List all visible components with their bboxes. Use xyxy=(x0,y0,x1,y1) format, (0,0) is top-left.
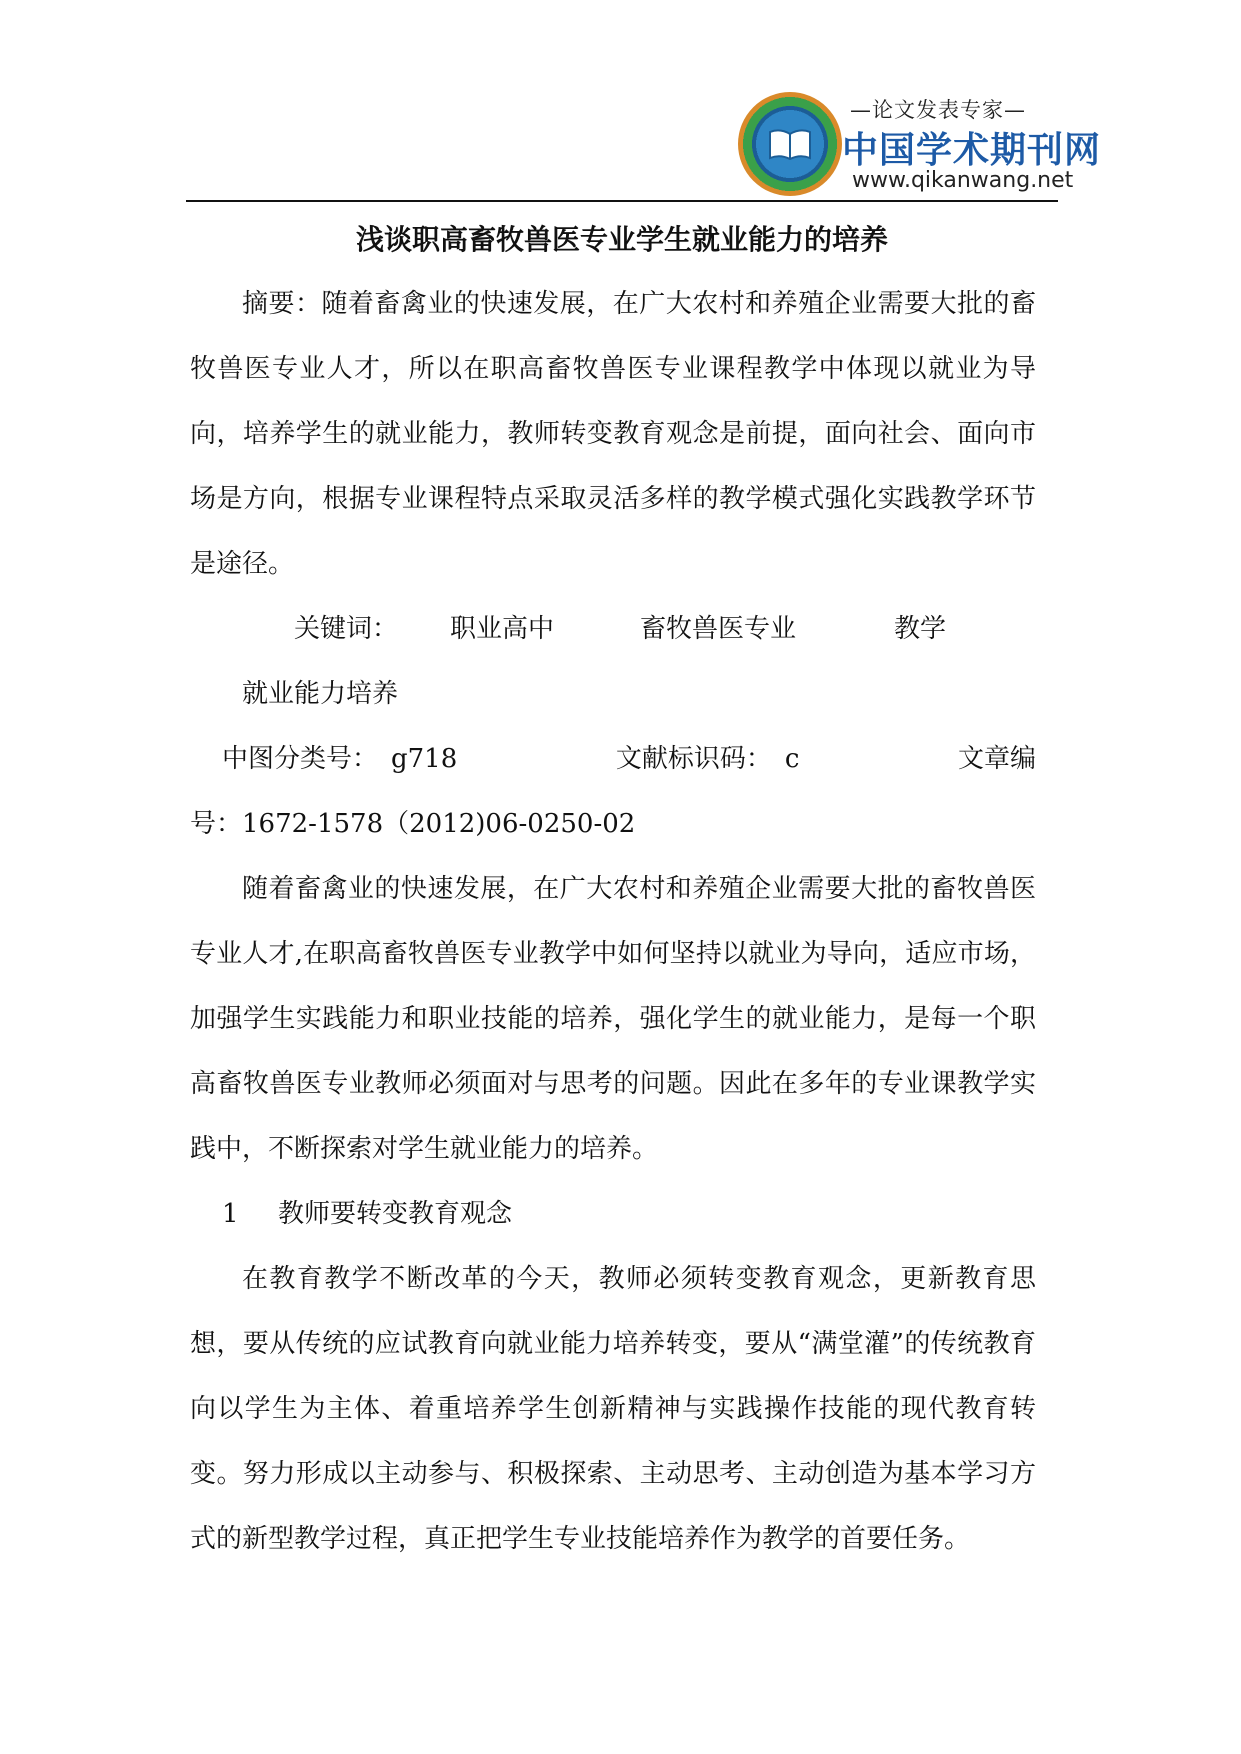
document-code: 文献标识码： c xyxy=(615,744,800,774)
keyword-item: 教学 xyxy=(894,614,947,644)
keyword-item: 就业能力培养 xyxy=(242,679,399,709)
keywords-line xyxy=(190,597,1036,727)
section-title: 教师要转变教育观念 xyxy=(278,1199,513,1229)
abstract-paragraph: 摘要：随着畜禽业的快速发展，在广大农村和养殖企业需要大批的畜牧兽医专业人才，所以在职高畜牧兽医专业课程教学中体现以就业为导向，培养学生的就业能力，教师转变教育观念是前提，面向社会、面向市场是方向，根据专业课程特点采取灵活多样的教学模式强化实践教学环节是途径。 xyxy=(190,289,1036,579)
intro-paragraph: 随着畜禽业的快速发展，在广大农村和养殖企业需要大批的畜牧兽医专业人才,在职高畜牧兽医专业教学中如何坚持以就业为导向，适应市场，加强学生实践能力和职业技能的培养，强化学生的就业能力，是每一个职高畜牧兽医专业教师必须面对与思考的问题。因此在多年的专业课教学实践中，不断探索对学生就业能力的培养。 xyxy=(190,874,1036,1164)
classification-line xyxy=(190,727,1036,792)
logo-url: www.qikanwang.net xyxy=(852,168,1074,193)
logo-tagline: —论文发表专家— xyxy=(850,98,1026,122)
site-logo xyxy=(738,86,1102,198)
logo-emblem-icon xyxy=(738,92,842,196)
clc-number: 中图分类号： g718 xyxy=(222,744,458,774)
keyword-item: 畜牧兽医专业 xyxy=(640,614,797,644)
section-number: 1 xyxy=(222,1199,239,1229)
keywords-label: 关键词： xyxy=(294,614,399,644)
article-number-value: 号：1672-1578（2012)06-0250-02 xyxy=(190,809,636,839)
logo-name: 中国学术期刊网 xyxy=(842,130,1102,171)
keyword-item: 职业高中 xyxy=(450,614,555,644)
book-icon xyxy=(768,128,812,160)
article-body xyxy=(190,272,1036,1572)
article-number-label: 文章编 xyxy=(957,744,1036,774)
header-rule xyxy=(186,200,1058,202)
article-title: 浅谈职高畜牧兽医专业学生就业能力的培养 xyxy=(355,223,888,256)
section-heading xyxy=(190,1182,1036,1247)
section-paragraph: 在教育教学不断改革的今天，教师必须转变教育观念，更新教育思想，要从传统的应试教育向就业能力培养转变，要从“满堂灌”的传统教育向以学生为主体、着重培养学生创新精神与实践操作技能的现代教育转变。努力形成以主动参与、积极探索、主动思考、主动创造为基本学习方式的新型教学过程，真正把学生专业技能培养作为教学的首要任务。 xyxy=(190,1264,1036,1554)
